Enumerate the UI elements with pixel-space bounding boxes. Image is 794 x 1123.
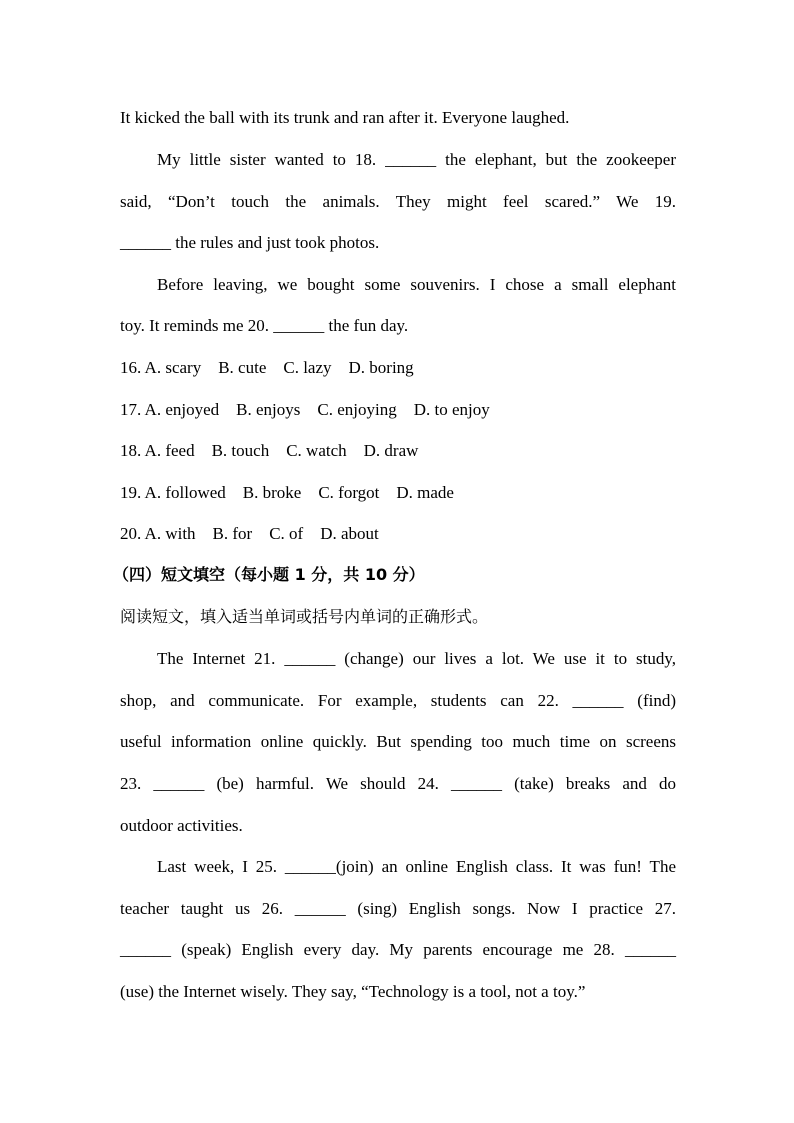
passage-line: Before leaving, we bought some souvenirs. I chose a small elephant xyxy=(157,275,676,294)
passage-line: It kicked the ball with its trunk and ran after it. Everyone laughed. xyxy=(120,108,570,127)
passage-line: useful information online quickly. But spending too much time on screens xyxy=(120,732,676,751)
section-instruction: 阅读短文，填入适当单词或括号内单词的正确形式。 xyxy=(120,607,489,626)
question-20-options: 20. A. with B. for C. of D. about xyxy=(120,524,379,543)
passage-line: My little sister wanted to 18. ______ the elephant, but the zookeeper xyxy=(157,150,676,169)
question-19-options: 19. A. followed B. broke C. forgot D. made xyxy=(120,483,454,502)
passage-line: said, “Don’t touch the animals. They might feel scared.” We 19. xyxy=(120,192,676,211)
section-heading: （四）短文填空（每小题 1 分，共 10 分） xyxy=(113,565,425,584)
passage-line: ______ the rules and just took photos. xyxy=(120,233,380,252)
passage-line: toy. It reminds me 20. ______ the fun day. xyxy=(120,316,409,335)
passage-line: Last week, I 25. ______(join) an online English class. It was fun! The xyxy=(157,857,676,876)
passage-line: ______ (speak) English every day. My parents encourage me 28. ______ xyxy=(120,940,676,959)
question-18-options: 18. A. feed B. touch C. watch D. draw xyxy=(120,441,419,460)
question-17-options: 17. A. enjoyed B. enjoys C. enjoying D. to enjoy xyxy=(120,400,490,419)
passage-line: outdoor activities. xyxy=(120,816,243,835)
passage-line: The Internet 21. ______ (change) our lives a lot. We use it to study, xyxy=(157,649,676,668)
passage-line: teacher taught us 26. ______ (sing) English songs. Now I practice 27. xyxy=(120,899,676,918)
passage-line: shop, and communicate. For example, students can 22. ______ (find) xyxy=(120,691,676,710)
question-16-options: 16. A. scary B. cute C. lazy D. boring xyxy=(120,358,414,377)
passage-line: 23. ______ (be) harmful. We should 24. ______ (take) breaks and do xyxy=(120,774,676,793)
passage-line: (use) the Internet wisely. They say, “Technology is a tool, not a toy.” xyxy=(120,982,586,1001)
